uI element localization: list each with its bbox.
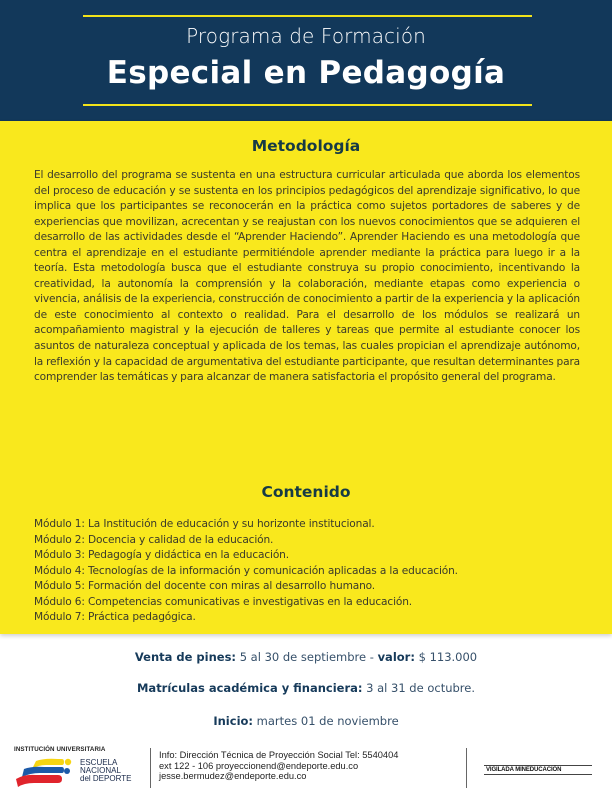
pin-sale-info xyxy=(0,650,612,664)
price-value: $ 113.000 xyxy=(414,650,478,664)
module-item: Módulo 1: La Institución de educación y su horizonte institucional. xyxy=(34,518,375,530)
pin-sale-dates: 5 al 30 de septiembre - xyxy=(236,650,378,664)
institution-logo xyxy=(14,746,150,790)
metodologia-heading: Metodología xyxy=(251,137,361,155)
contact-line-email-2[interactable]: jesse.bermudez@endeporte.edu.co xyxy=(159,771,307,781)
program-title: Especial en Pedagogía xyxy=(106,55,506,91)
module-item: Módulo 7: Práctica pedagógica. xyxy=(34,611,196,624)
module-item: Módulo 5: Formación del docente con miras al desarrollo humano. xyxy=(34,580,376,593)
content-panel xyxy=(0,121,612,634)
contact-line-email-1[interactable]: ext 122 - 106 proyeccionend@endeporte.edu.co xyxy=(159,760,359,771)
module-item: Módulo 3: Pedagogía y didáctica en la educación. xyxy=(34,549,289,562)
contact-line-phone: Info: Dirección Técnica de Proyección Social Tel: 5540404 xyxy=(159,750,399,760)
module-item: Módulo 6: Competencias comunicativas e investigativas en la educación. xyxy=(34,595,412,608)
logo-institution-text: INSTITUCIÓN UNIVERSITARIA xyxy=(14,746,106,753)
header-banner xyxy=(0,0,612,121)
price-label: valor: xyxy=(377,650,415,664)
enrollment-label: Matrículas académica y financiera: xyxy=(136,681,363,695)
footer-divider xyxy=(466,748,467,788)
module-item: Módulo 4: Tecnologías de la información y comunicación aplicadas a la educación. xyxy=(34,564,458,577)
program-subtitle: Programa de Formación xyxy=(186,24,426,48)
footer-divider xyxy=(150,748,151,788)
enrollment-info xyxy=(0,681,612,695)
metodologia-body: El desarrollo del programa se sustenta en una estructura curricular articulada que aborda los elementos del proceso de educación y se sustenta en los principios pedagógicos del aprendizaje significativo, lo que implica que los participantes se reconocerán en la práctica como sujetos portadores de saberes y de experiencias que movilizan, acrecentan y se reajustan con los nuevos conocimientos que se adquieren el desarrollo de las actividades desde el “Aprender Haciendo”. Aprender Haciendo es una metodología que centra el aprendizaje en el estudiante permitiéndole aprender mediante la práctica para luego ir a la teoría. Esta metodología busca que el estudiante construya su propio conocimiento, incentivando la creatividad, la autonomía la comprensión y la colaboración, mediante etapas como experiencia o vivencia, análisis de la experiencia, construcción de conocimiento a partir de la experiencia y la aplicación de este conocimiento al contexto o realidad. Para el desarrollo de los módulos se realizará un acompañamiento magistral y la ejecución de talleres y tareas que permite al estudiante conocer los asuntos de naturaleza conceptual y aplicada de los temas, las cuales propician el aprendizaje autónomo, la reflexión y la capacidad de argumentativa del estudiante participante, que resultan determinantes para comprender las temáticas y para alcanzar de manera satisfactoria el propósito general del programa. xyxy=(34,169,580,384)
module-list xyxy=(34,517,594,626)
logo-school-name: ESCUELA NACIONAL del DEPORTE xyxy=(80,758,132,783)
contenido-heading: Contenido xyxy=(261,483,351,501)
contact-info xyxy=(159,750,398,782)
enrollment-dates: 3 al 31 de octubre. xyxy=(362,681,475,695)
start-info xyxy=(0,714,612,728)
module-item: Módulo 2: Docencia y calidad de la educación. xyxy=(34,533,274,546)
pin-sale-label: Venta de pines: xyxy=(134,650,237,664)
vigilada-mineducacion-badge: VIGILADA MINEDUCACIÓN xyxy=(484,765,592,775)
header-bottom-rule xyxy=(83,104,532,106)
footer xyxy=(0,742,612,792)
start-label: Inicio: xyxy=(213,714,254,728)
header-top-rule xyxy=(83,15,532,17)
start-date: martes 01 de noviembre xyxy=(253,714,399,728)
flag-stripes-icon xyxy=(14,757,84,789)
